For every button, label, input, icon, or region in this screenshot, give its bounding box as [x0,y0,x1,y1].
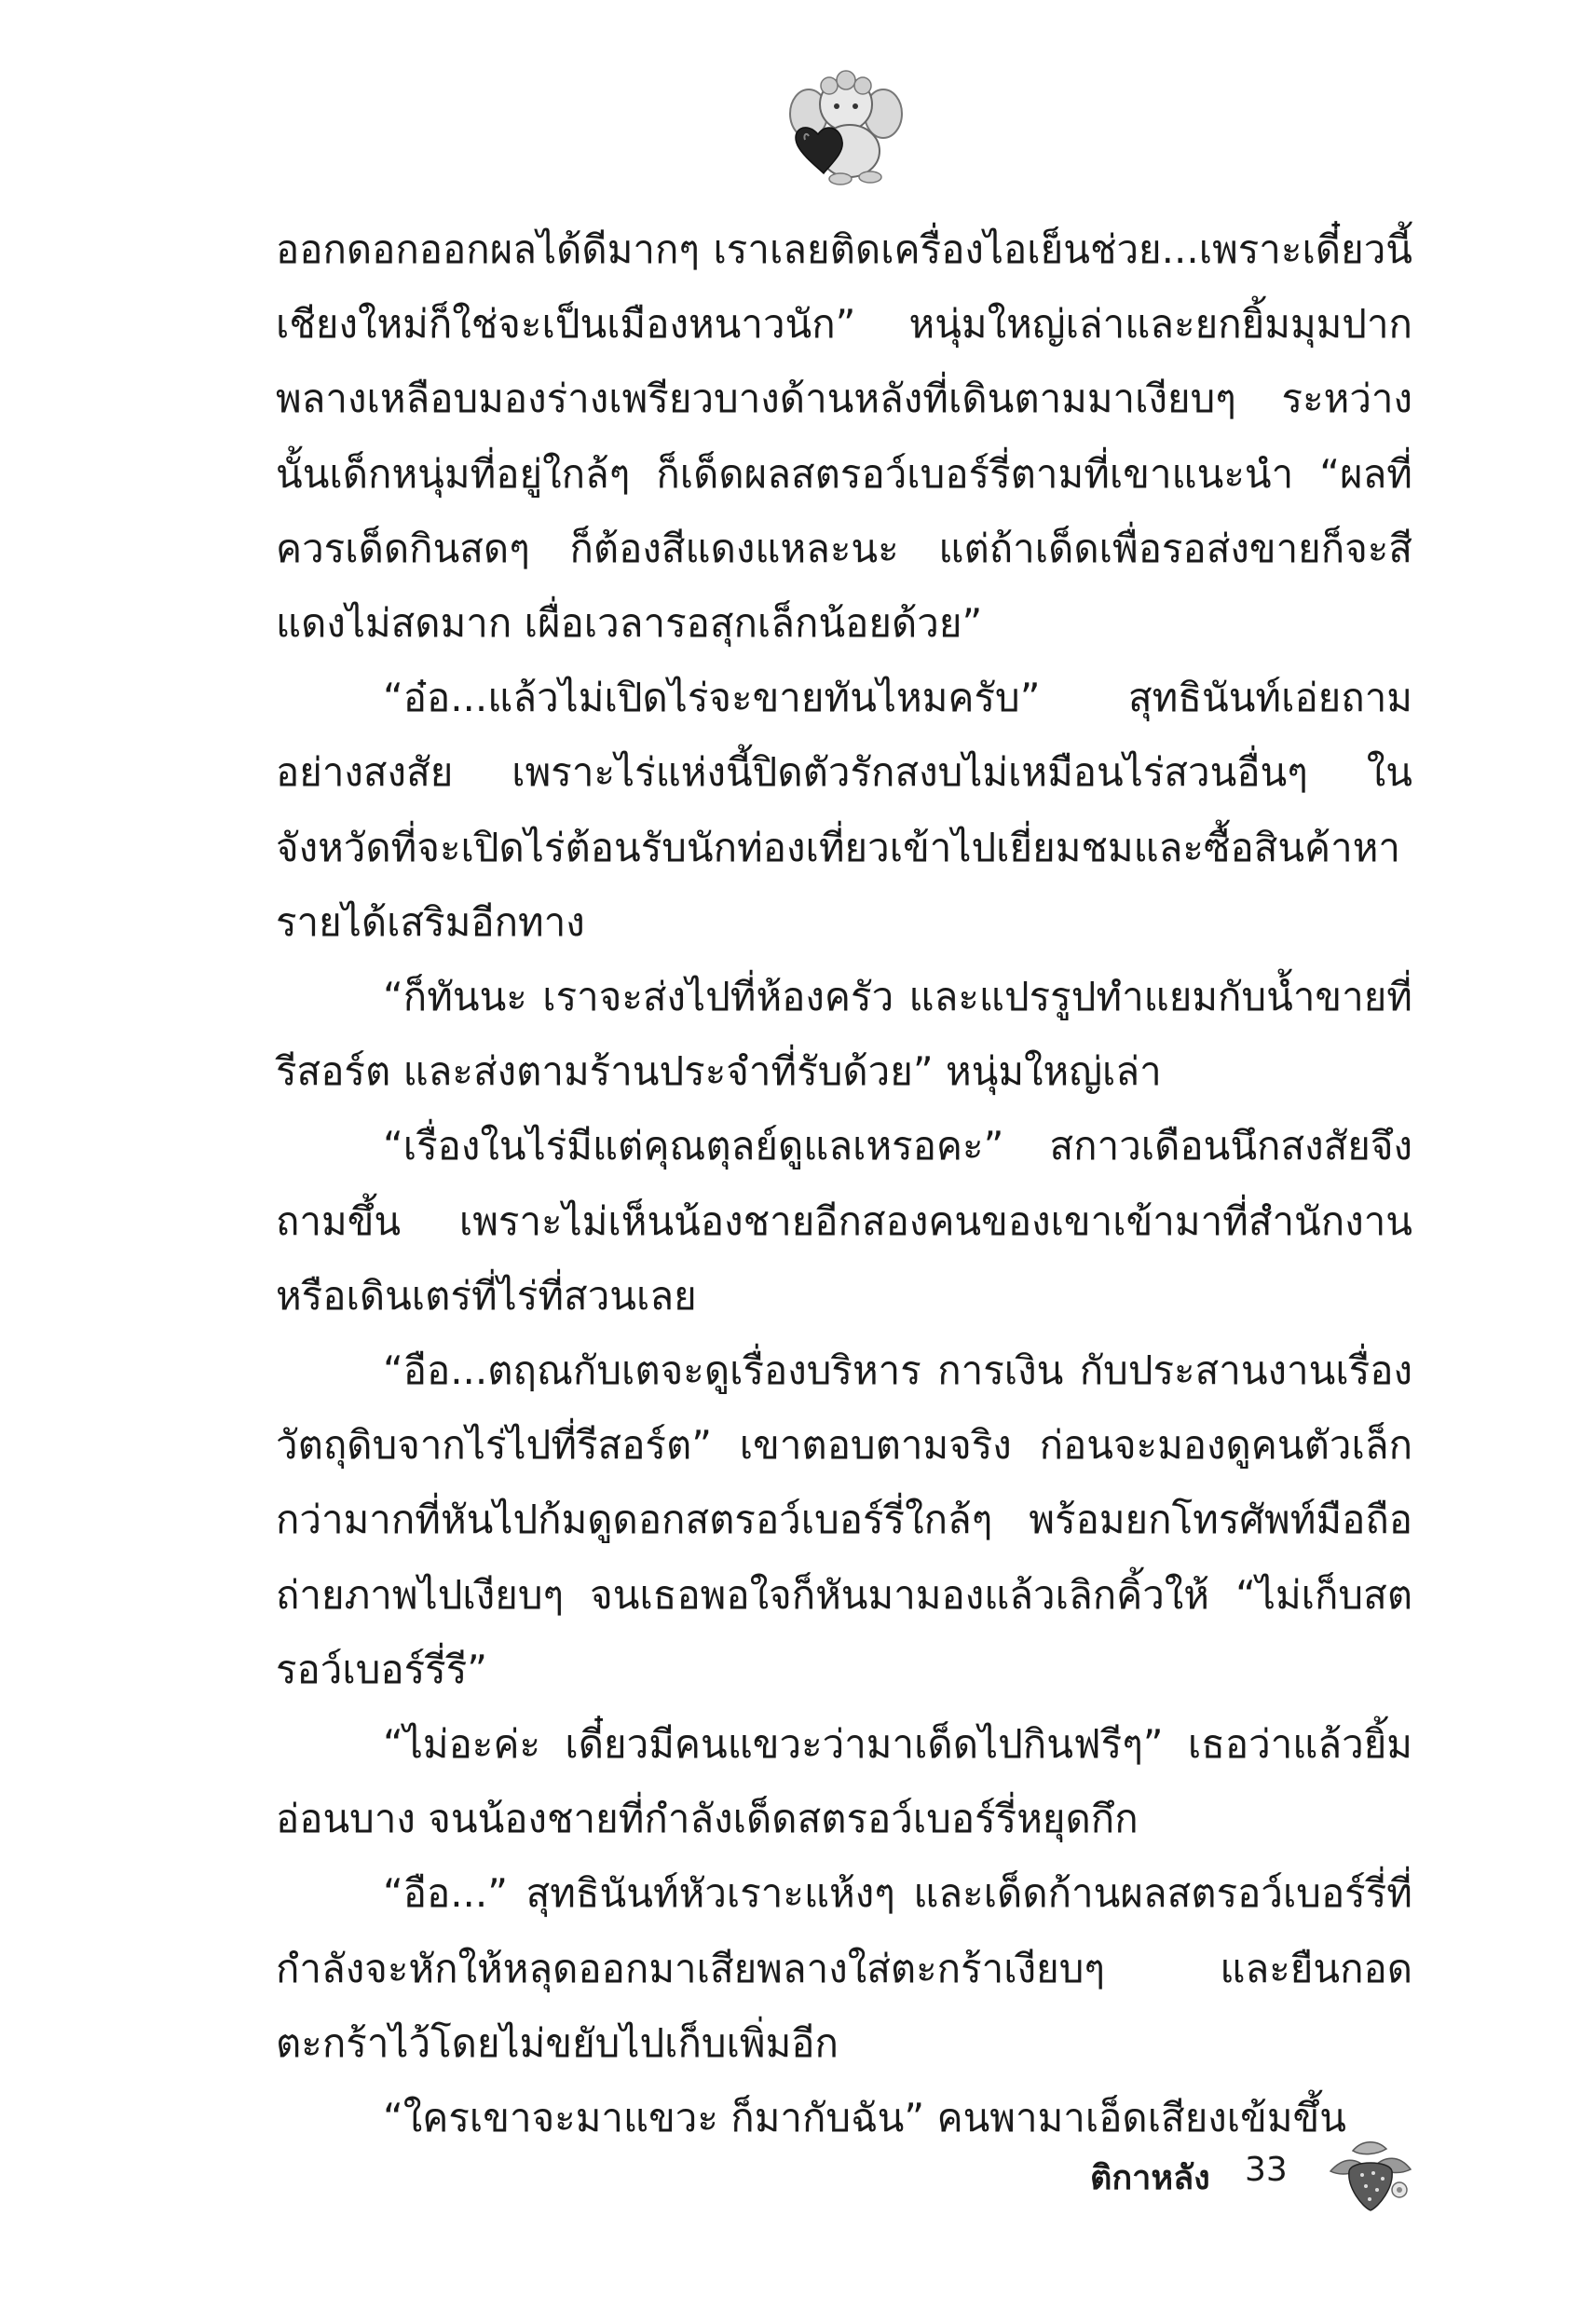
paragraph-3: “ก็ทันนะ เราจะส่งไปที่ห้องครัว และแปรรูปทำแยมกับน้ำขายที่รีสอร์ต และส่งตามร้านประจำที่รับด้วย” หนุ่มใหญ่เล่า [276,974,1412,1095]
strawberry-icon [1325,2134,1416,2214]
paragraph-7: “อือ...” สุทธินันท์หัวเราะแห้งๆ และเด็ดก้านผลสตรอว์เบอร์รี่ที่กำลังจะหักให้หลุดออกมาเสียพลางใส่ตะกร้าเงียบๆ และยืนกอดตะกร้าไว้โดยไม่ขยับไปเก็บเพิ่มอีก [276,1870,1412,2066]
page-number: 33 [1245,2151,1288,2189]
book-title: ติกาหลัง [1090,2159,1210,2197]
body-text [276,212,1412,2155]
paragraph-4: “เรื่องในไร่มีแต่คุณตุลย์ดูแลเหรอคะ” สกาวเดือนนึกสงสัยจึงถามขึ้น เพราะไม่เห็นน้องชายอีกสองคนของเขาเข้ามาที่สำนักงานหรือเดินเตร่ที่ไร่ที่สวนเลย [276,1123,1412,1319]
paragraph-8: “ใครเขาจะมาแขวะ ก็มากับฉัน” คนพามาเอ็ดเสียงเข้มขึ้น [383,2095,1346,2141]
paragraph-5: “อือ...ตฤณกับเตจะดูเรื่องบริหาร การเงิน กับประสานงานเรื่องวัตถุดิบจากไร่ไปที่รีสอร์ต” เขาตอบตามจริง ก่อนจะมองดูคนตัวเล็กกว่ามากที่หันไปก้มดูดอกสตรอว์เบอร์รี่ใกล้ๆ พร้อมยกโทรศัพท์มือถือถ่ายภาพไปเงียบๆ จนเธอพอใจก็หันมามองแล้วเลิกคิ้วให้ “ไม่เก็บสตรอว์เบอร์รี่รี” [276,1347,1412,1692]
paragraph-1: ออกดอกออกผลได้ดีมากๆ เราเลยติดเครื่องไอเย็นช่วย...เพราะเดี๋ยวนี้เชียงใหม่ก็ใช่จะเป็นเมืองหนาวนัก” หนุ่มใหญ่เล่าและยกยิ้มมุมปากพลางเหลือบมองร่างเพรียวบางด้านหลังที่เดินตามมาเงียบๆ ระหว่างนั้นเด็กหนุ่มที่อยู่ใกล้ๆ ก็เด็ดผลสตรอว์เบอร์รี่ตามที่เขาแนะนำ “ผลที่ควรเด็ดกินสดๆ ก็ต้องสีแดงแหละนะ แต่ถ้าเด็ดเพื่อรอส่งขายก็จะสีแดงไม่สดมาก เผื่อเวลารอสุกเล็กน้อยด้วย” [276,226,1412,647]
paragraph-6: “ไม่อะค่ะ เดี๋ยวมีคนแขวะว่ามาเด็ดไปกินฟรีๆ” เธอว่าแล้วยิ้มอ่อนบาง จนน้องชายที่กำลังเด็ดสตรอว์เบอร์รี่หยุดกึก [276,1721,1412,1842]
paragraph-2: “อ๋อ...แล้วไม่เปิดไร่จะขายทันไหมครับ” สุทธินันท์เอ่ยถามอย่างสงสัย เพราะไร่แห่งนี้ปิดตัวรักสงบไม่เหมือนไร่สวนอื่นๆ ในจังหวัดที่จะเปิดไร่ต้อนรับนักท่องเที่ยวเข้าไปเยี่ยมชมและซื้อสินค้าหารายได้เสริมอีกทาง [276,675,1412,945]
page-footer [1081,2134,1416,2218]
cupid-with-heart-icon [788,67,904,188]
